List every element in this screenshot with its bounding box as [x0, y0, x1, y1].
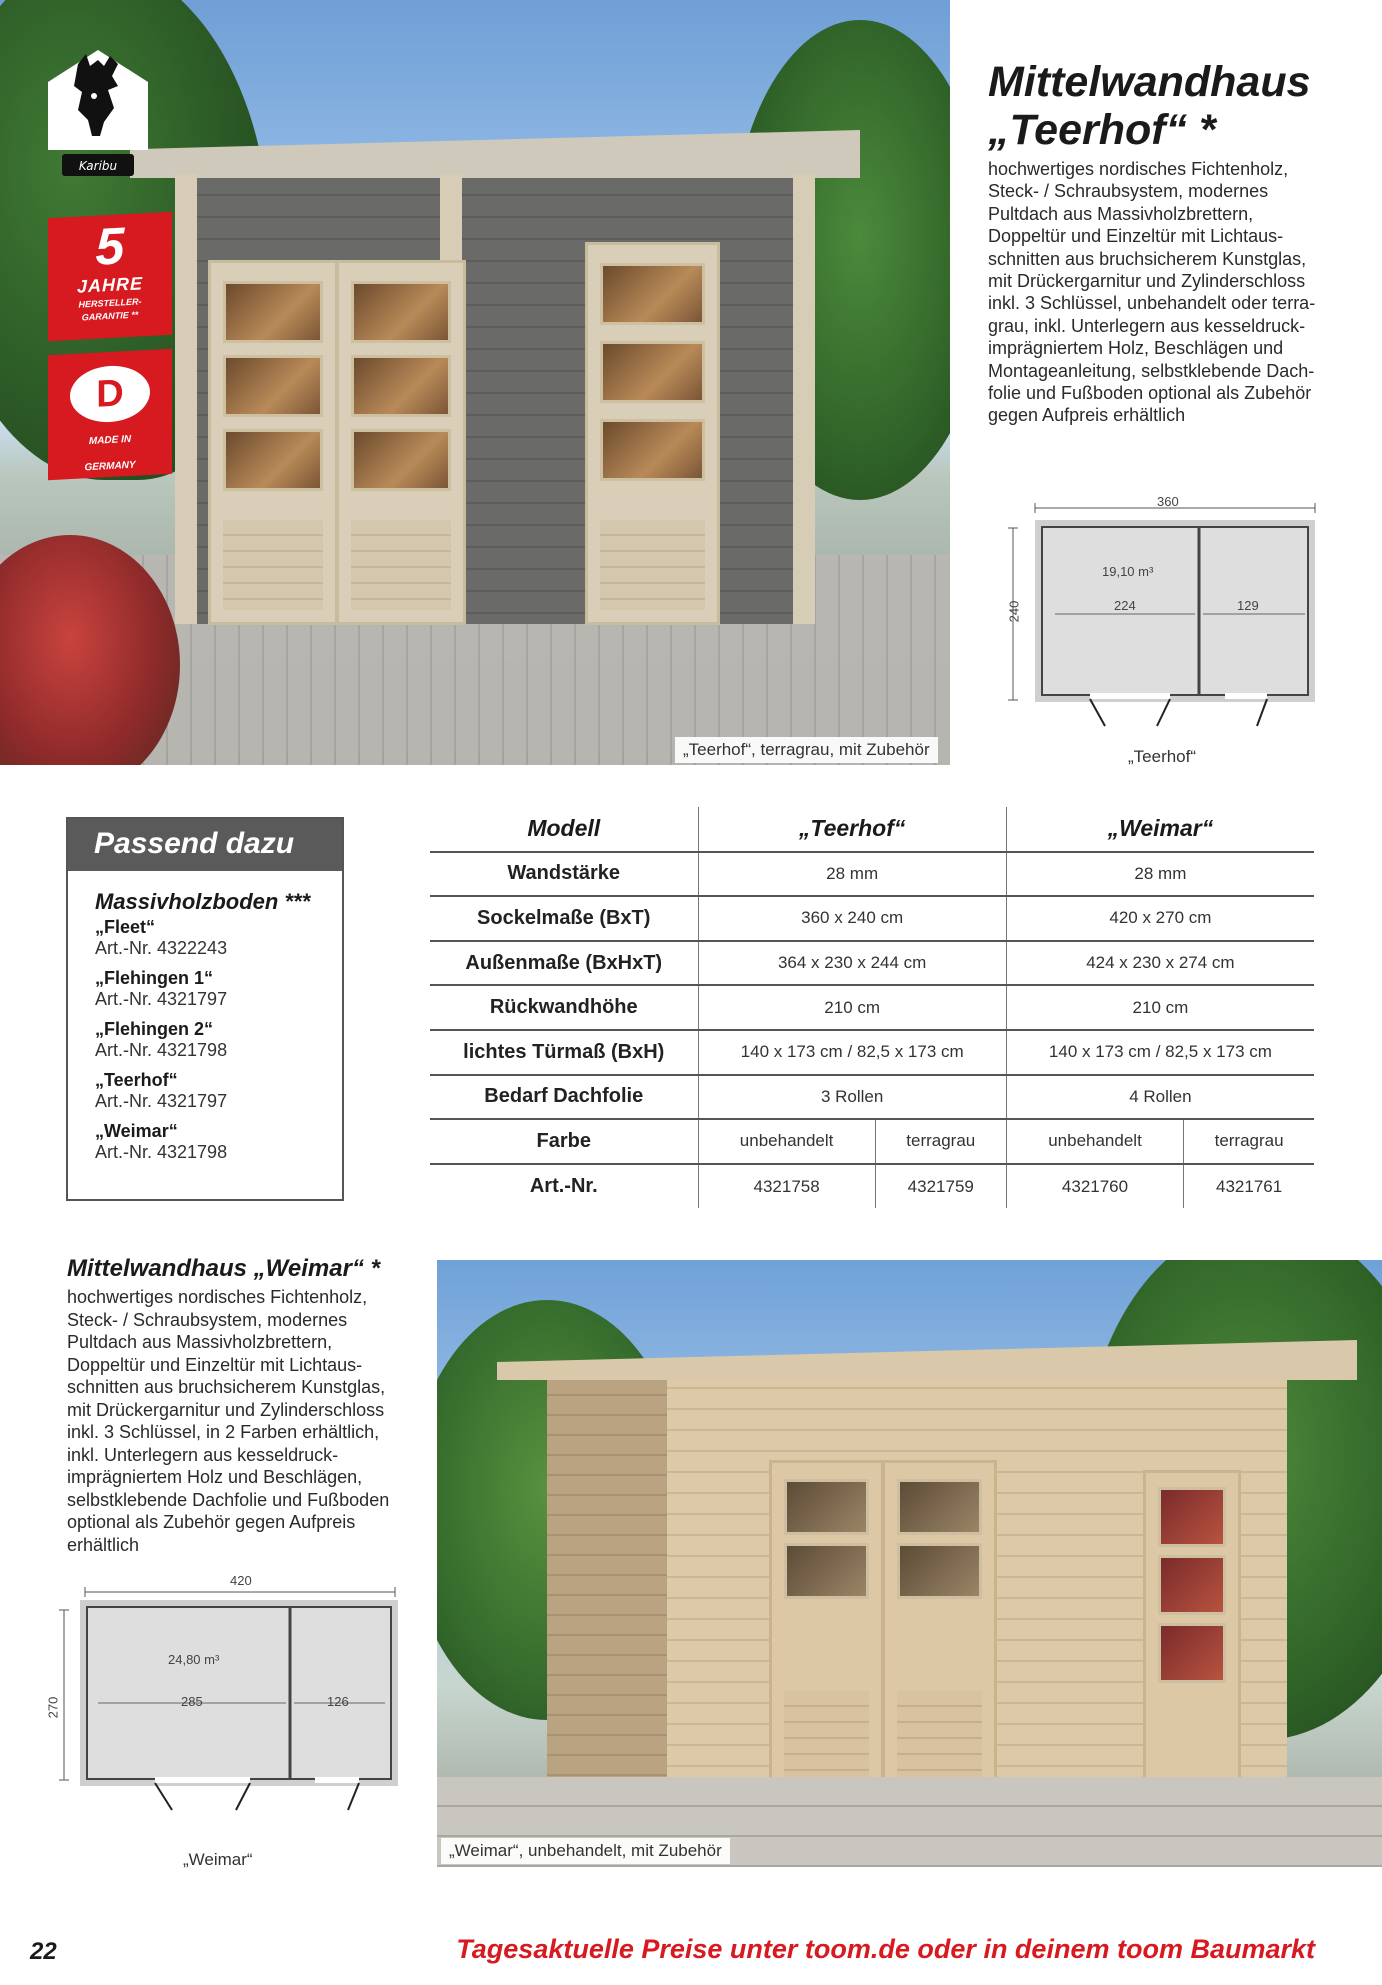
accessories-subtitle: Massivholzboden *** — [95, 889, 311, 914]
spec-value-weimar: 140 x 173 cm / 82,5 x 173 cm — [1006, 1030, 1314, 1075]
table-row — [430, 1030, 1314, 1075]
weimar-plan-room1: 285 — [181, 1694, 203, 1709]
weimar-plan-depth: 270 — [45, 1696, 61, 1719]
spec-label: Wandstärke — [430, 852, 698, 897]
spec-artnr-value: 4321761 — [1216, 1176, 1283, 1196]
made-line1: MADE IN — [88, 433, 132, 448]
accessory-name: „Flehingen 1“ — [95, 968, 214, 988]
teerhof-plan-caption: „Teerhof“ — [1128, 747, 1197, 766]
spec-artnr-row — [430, 1164, 1314, 1209]
spec-value-weimar: 210 cm — [1006, 985, 1314, 1030]
footer-price-note: Tagesaktuelle Preise unter toom.de oder in deinem toom Baumarkt — [456, 1934, 1315, 1964]
spec-artnr-value: 4321759 — [875, 1164, 1006, 1209]
weimar-plan-room2: 126 — [327, 1694, 349, 1709]
page-number: 22 — [30, 1938, 57, 1965]
teerhof-description: hochwertiges nordisches Fichtenholz, Steck- / Schraubsystem, modernes Pultdach aus Massivholzbrettern, Doppeltür und Einzeltür mit Lichtaus- schnitten aus bruchsicherem Kunstglas, mit Drückergarnitur und Zylinderschloss inkl. 3 Schlüssel, unbehandelt oder terra- grau, inkl. Unterlegern aus kesseldruck- imprägniertem Holz, Beschlägen und Montageanleitung, selbstklebende Dach- folie und Fußboden optional als Zubehör gegen Aufpreis erhältlich — [988, 159, 1316, 426]
spec-value-weimar: 4 Rollen — [1006, 1075, 1314, 1120]
accessory-item — [95, 1069, 332, 1112]
table-row — [430, 985, 1314, 1030]
weimar-description: hochwertiges nordisches Fichtenholz, Steck- / Schraubsystem, modernes Pultdach aus Massivholzbrettern, Doppeltür und Einzeltür mit Lichtaus- schnitten aus bruchsicherem Kunstglas, mit Drückergarnitur und Zylinderschloss inkl. 3 Schlüssel, in 2 Farben erhältlich, inkl. Unterlegern aus kesseldruck- imprägniertem Holz und Beschlägen, selbstklebende Dachfolie und Fußboden optional als Zubehör gegen Aufpreis erhältlich — [67, 1287, 390, 1555]
teerhof-plan-room2: 129 — [1237, 598, 1259, 613]
spec-farbe-value: unbehandelt — [1006, 1119, 1183, 1164]
accessory-item — [95, 916, 332, 959]
accessory-name: „Weimar“ — [95, 1121, 178, 1141]
accessory-art-nr: Art.-Nr. 4321797 — [95, 989, 228, 1009]
spec-header-weimar: „Weimar“ — [1006, 807, 1314, 852]
warranty-number: 5 — [95, 217, 125, 277]
teerhof-title-line2: „Teerhof“ * — [988, 106, 1216, 154]
teerhof-title — [988, 58, 1368, 154]
teerhof-plan-volume: 19,10 m³ — [1102, 564, 1154, 579]
accessory-art-nr: Art.-Nr. 4321797 — [95, 1091, 228, 1111]
accessory-item — [95, 1018, 332, 1061]
weimar-plan-volume: 24,80 m³ — [168, 1652, 220, 1667]
made-line2: GERMANY — [84, 459, 136, 474]
spec-label: Sockelmaße (BxT) — [430, 896, 698, 941]
teerhof-plan-width: 360 — [1157, 494, 1179, 509]
spec-value-weimar: 420 x 270 cm — [1006, 896, 1314, 941]
spec-label: Art.-Nr. — [430, 1164, 698, 1209]
spec-header-row — [430, 807, 1314, 852]
made-in-germany-badge — [48, 349, 172, 480]
table-row — [430, 896, 1314, 941]
spec-artnr-value: 4321758 — [698, 1164, 875, 1209]
karibu-brand-text: Karibu — [78, 159, 118, 173]
weimar-title: Mittelwandhaus „Weimar“ * — [67, 1255, 380, 1282]
weimar-floor-plan — [50, 1580, 410, 1830]
accessory-item — [95, 967, 332, 1010]
accessories-box — [66, 817, 344, 1201]
spec-value-teerhof: 364 x 230 x 244 cm — [698, 941, 1006, 986]
spec-value-teerhof: 3 Rollen — [698, 1075, 1006, 1120]
spec-farbe-row — [430, 1119, 1314, 1164]
warranty-line1: HERSTELLER- — [78, 296, 142, 310]
spec-value-weimar: 28 mm — [1006, 852, 1314, 897]
spec-label: Bedarf Dachfolie — [430, 1075, 698, 1120]
weimar-plan-caption: „Weimar“ — [183, 1850, 253, 1869]
accessory-name: „Fleet“ — [95, 917, 156, 937]
spec-header-modell: Modell — [430, 807, 698, 852]
weimar-plan-width: 420 — [230, 1573, 252, 1588]
spec-label: Außenmaße (BxHxT) — [430, 941, 698, 986]
spec-table — [430, 807, 1314, 1208]
weimar-photo-caption: „Weimar“, unbehandelt, mit Zubehör — [441, 1838, 730, 1864]
weimar-shed-illustration — [497, 1320, 1317, 1790]
table-row — [430, 852, 1314, 897]
spec-label: lichtes Türmaß (BxH) — [430, 1030, 698, 1075]
accessory-name: „Flehingen 2“ — [95, 1019, 214, 1039]
spec-label: Rückwandhöhe — [430, 985, 698, 1030]
table-row — [430, 941, 1314, 986]
spec-artnr-value: 4321760 — [1006, 1164, 1183, 1209]
accessory-art-nr: Art.-Nr. 4321798 — [95, 1142, 228, 1162]
country-code-oval: D — [70, 364, 150, 424]
teerhof-floor-plan — [995, 490, 1325, 735]
teerhof-plan-depth: 240 — [1006, 600, 1022, 623]
teerhof-title-line1: Mittelwandhaus — [988, 58, 1311, 106]
warranty-unit: JAHRE — [76, 273, 143, 297]
table-row — [430, 1075, 1314, 1120]
weimar-photo — [437, 1260, 1382, 1867]
accessories-title: Passend dazu — [68, 819, 342, 871]
spec-value-teerhof: 210 cm — [698, 985, 1006, 1030]
warranty-badge — [48, 212, 172, 341]
karibu-logo — [48, 50, 148, 182]
teerhof-plan-room1: 224 — [1114, 598, 1136, 613]
accessory-art-nr: Art.-Nr. 4322243 — [95, 938, 228, 958]
teerhof-photo-caption: „Teerhof“, terragrau, mit Zubehör — [675, 737, 938, 763]
teerhof-shed-illustration — [150, 130, 840, 625]
accessory-name: „Teerhof“ — [95, 1070, 178, 1090]
accessory-art-nr: Art.-Nr. 4321798 — [95, 1040, 228, 1060]
spec-value-teerhof: 140 x 173 cm / 82,5 x 173 cm — [698, 1030, 1006, 1075]
spec-header-teerhof: „Teerhof“ — [698, 807, 1006, 852]
spec-value-teerhof: 28 mm — [698, 852, 1006, 897]
spec-label: Farbe — [430, 1119, 698, 1164]
spec-farbe-value: unbehandelt — [698, 1119, 875, 1164]
spec-farbe-value: terragrau — [875, 1119, 1006, 1164]
spec-value-weimar: 424 x 230 x 274 cm — [1006, 941, 1314, 986]
spec-farbe-value: terragrau — [1184, 1119, 1314, 1164]
accessory-item — [95, 1120, 332, 1163]
spec-value-teerhof: 360 x 240 cm — [698, 896, 1006, 941]
warranty-line2: GARANTIE ** — [81, 309, 139, 323]
